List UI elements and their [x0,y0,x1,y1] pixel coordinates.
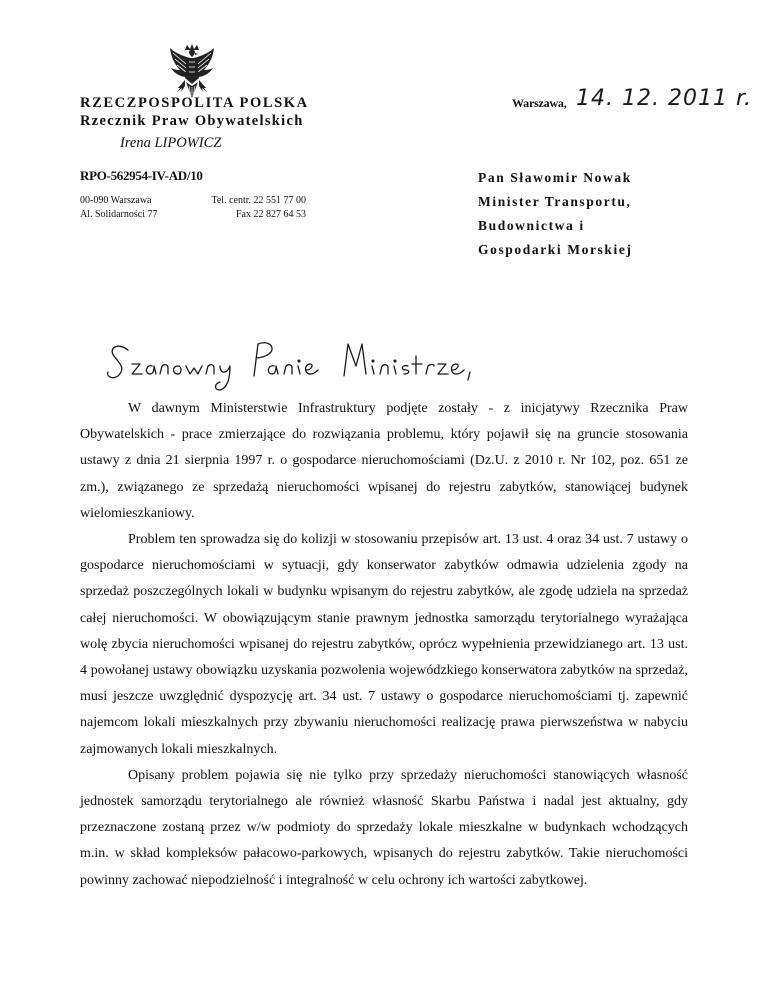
place-label: Warszawa, [512,96,567,110]
handwritten-date: 14. 12. 2011 r. [576,86,752,111]
recipient-line-4: Gospodarki Morskiej [478,242,633,257]
address-line-2: Al. Solidarności 77 [80,209,158,220]
recipient-line-2: Minister Transportu, [478,194,632,209]
paragraph-3: Opisany problem pojawia się nie tylko przy sprzedaży nieruchomości stanowiących własność jednostek samorządu terytorialnego ale również własność Skarbu Państwa i nadal jest aktualny, gdy przeznaczone zostaną przez w/w podmioty do sprzedaży lokale mieszkalne w budynkach wchodzących m.in. w skład kompleksów pałacowo-parkowych, wpisanych do rejestru zabytków. Takie nieruchomości powinny zachować niepodzielność i integralność w celu ochrony ich wartości zabytkowej. [80,767,688,888]
official-name: Irena LIPOWICZ [120,135,222,151]
address-line-1: 00-090 Warszawa [80,195,152,206]
postal-address [80,194,158,222]
recipient-block [478,166,633,262]
sender-block [80,94,309,152]
institution-name: RZECZPOSPOLITA POLSKA [80,95,309,111]
phone-number: Tel. centr. 22 551 77 00 [211,195,306,206]
contact-numbers [200,194,306,222]
reference-number: RPO-562954-IV-AD/10 [80,168,203,183]
handwritten-salutation [104,336,524,396]
paragraph-1: W dawnym Ministerstwie Infrastruktury podjęte zostały - z inicjatywy Rzecznika Praw Obywatelskich - prace zmierzające do rozwiązania problemu, który pojawił się na gruncie stosowania ustawy z dnia 21 sierpnia 1997 r. o gospodarce nieruchomościami (Dz.U. z 2010 r. Nr 102, poz. 651 ze zm.), związanego ze sprzedażą nieruchomości wpisanej do rejestru zabytków, stanowiącej budynek wielomieszkaniowy. [80,401,688,521]
paragraph-2: Problem ten sprowadza się do kolizji w stosowaniu przepisów art. 13 ust. 4 oraz 34 ust. 7 ustawy o gospodarce nieruchomościami w sytuacji, gdy konserwator zabytków odmawia udzielenia zgody na sprzedaż poszczególnych lokali w budynku wpisanym do rejestru zabytków, ale zgodę udziela na sprzedaż całej nieruchomości. W obowiązującym stanie prawnym jednostka samorządu terytorialnego wyrażająca wolę zbycia nieruchomości wpisanej do rejestru zabytków, oprócz wypełnienia przewidzianego art. 13 ust. 4 powołanej ustawy obowiązku uzyskania pozwolenia wojewódzkiego konserwatora zabytków na sprzedaż, musi jeszcze uwzględnić dyspozycję art. 34 ust. 7 ustawy o gospodarce nieruchomościami tj. zapewnić najemcom lokali mieszkalnych przy zbywaniu nieruchomości realizację prawa pierwszeństwa w nabyciu zajmowanych lokali mieszkalnych. [80,532,688,757]
letter-body [80,396,688,894]
recipient-line-3: Budownictwa i [478,218,585,233]
recipient-line-1: Pan Sławomir Nowak [478,170,632,185]
office-name: Rzecznik Praw Obywatelskich [80,113,304,129]
polish-eagle-emblem-icon [168,44,216,100]
fax-number: Fax 22 827 64 53 [236,209,306,220]
